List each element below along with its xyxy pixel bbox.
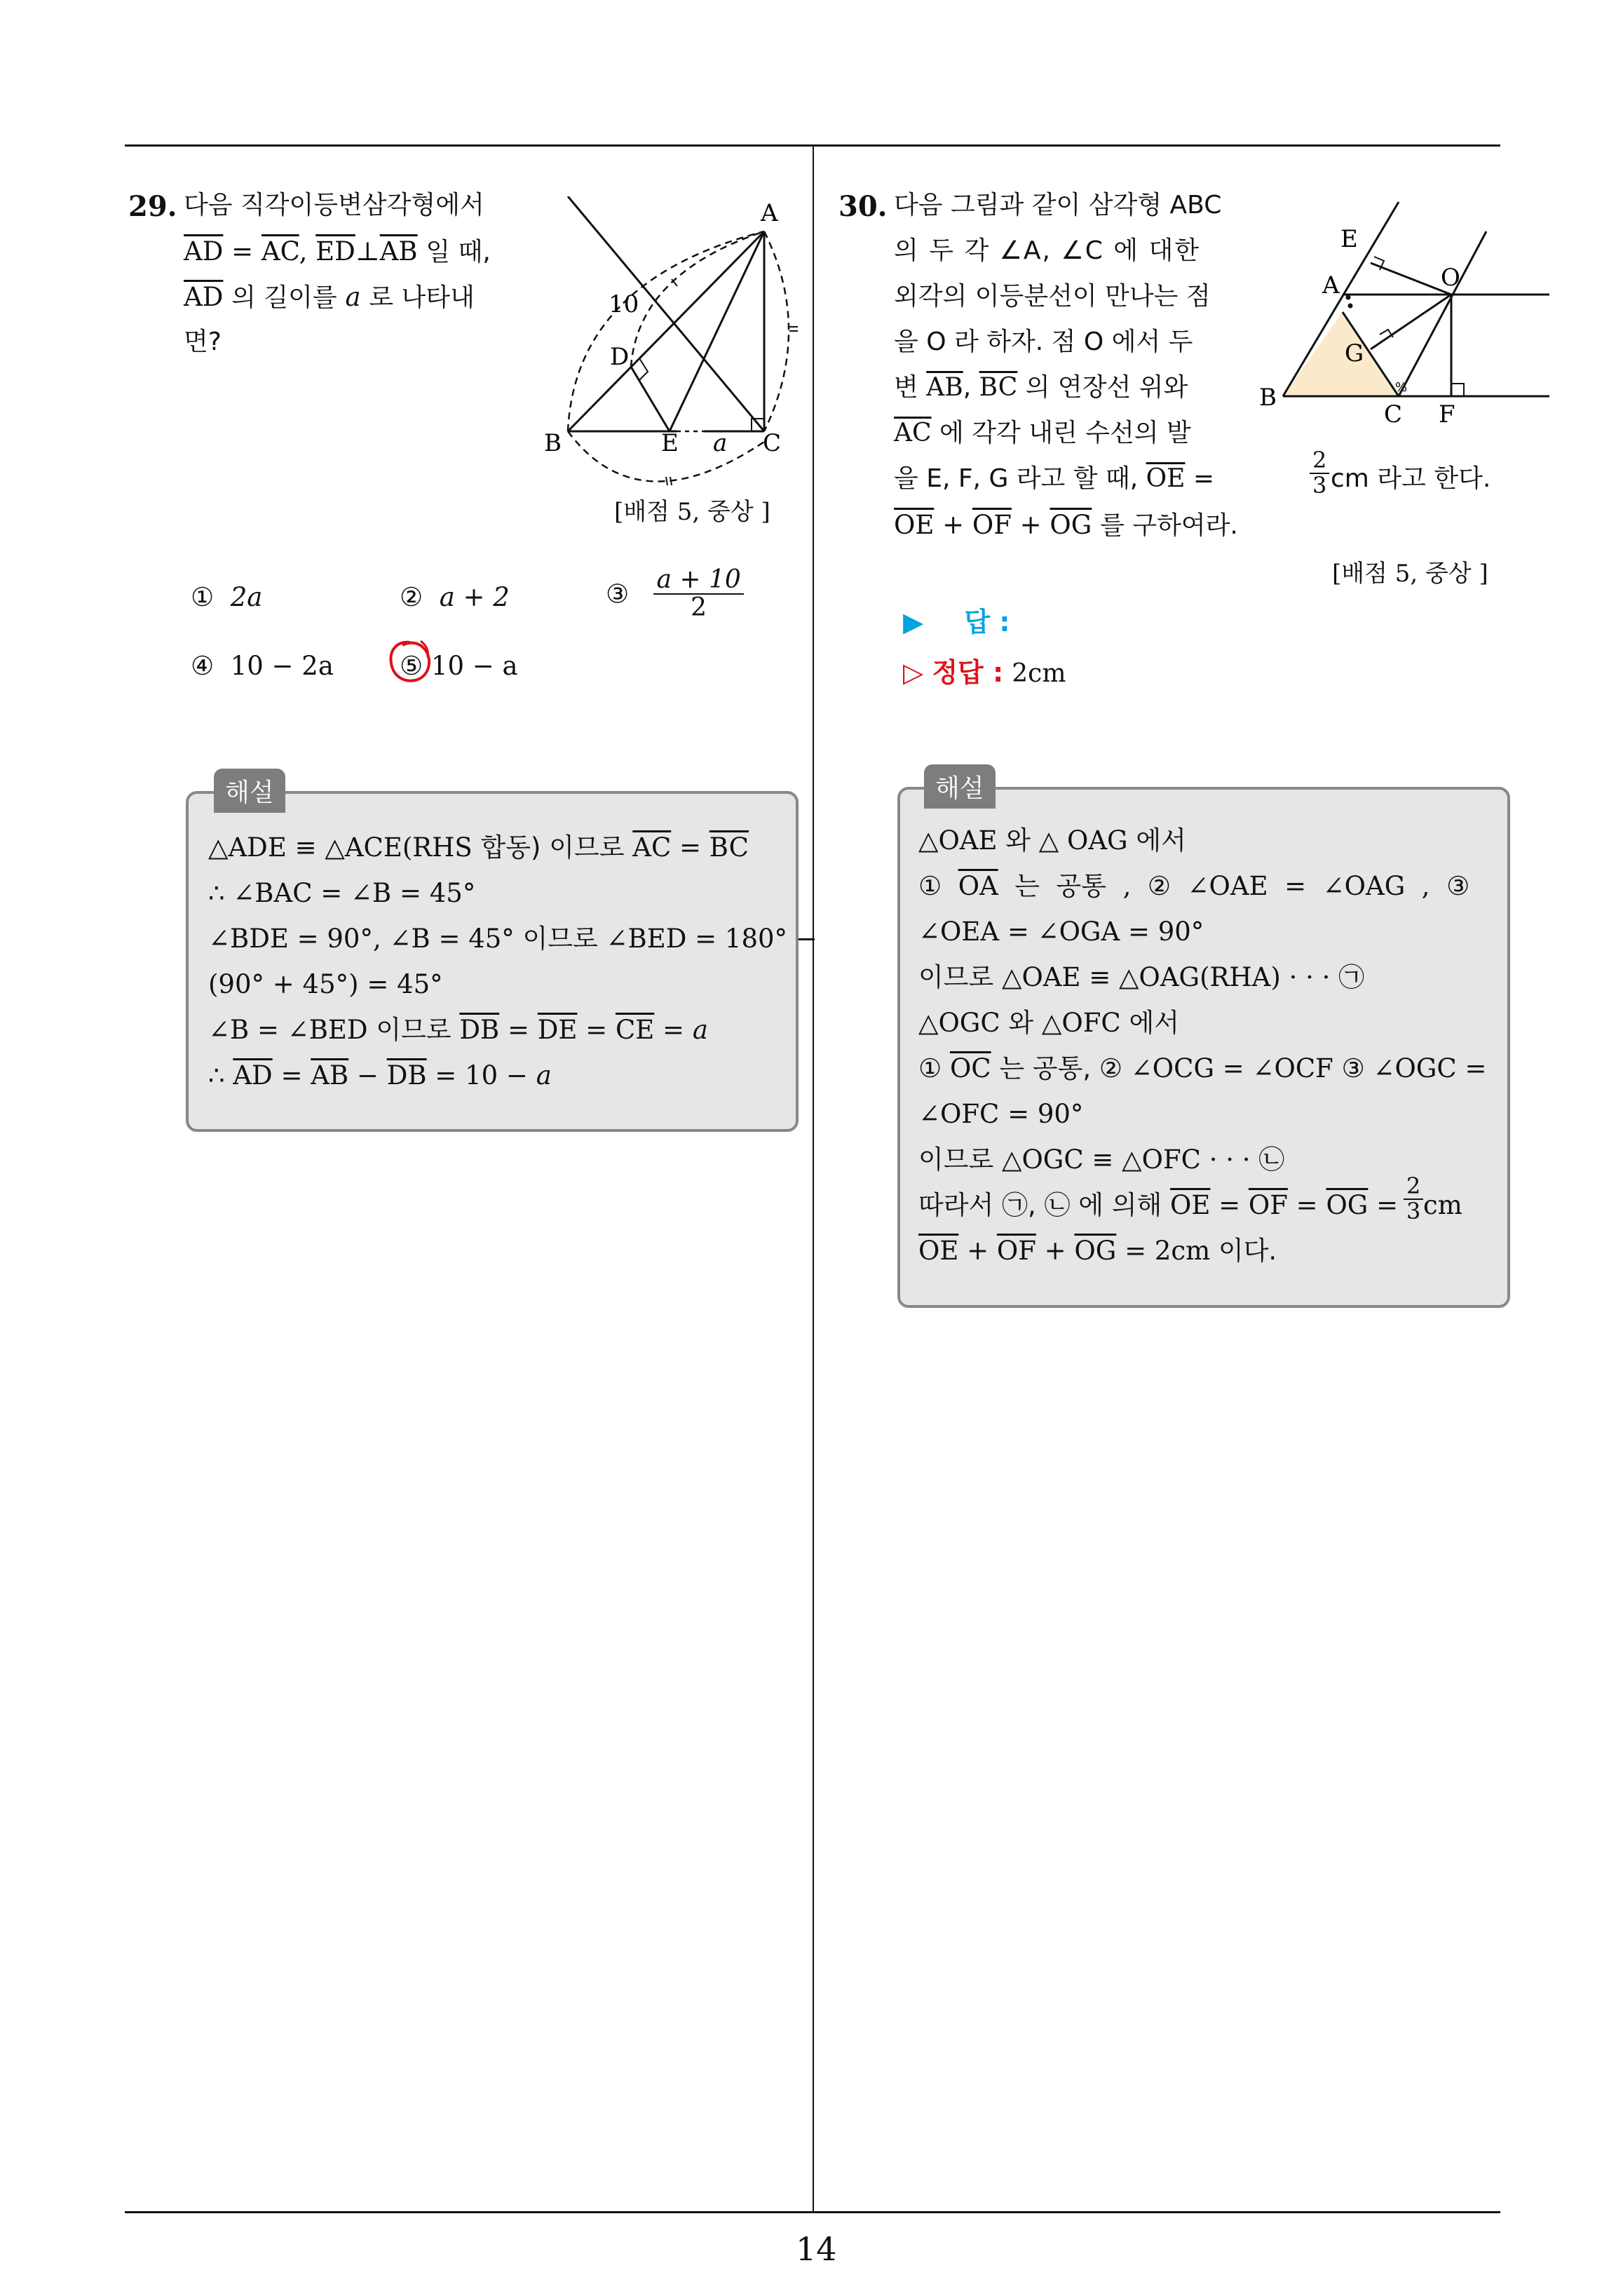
answer-label: 답 : <box>964 607 1010 637</box>
label-10: 10 <box>609 290 639 318</box>
q29-exp-line-5: ∠B = ∠BED 이므로 $\overline{DB} = \overline{DE} = \overline{CE} = a$ <box>208 1015 708 1045</box>
q30-text-line-1: 다음 그림과 같이 삼각형 ABC <box>894 191 1222 220</box>
correct-label: 정답 : <box>932 657 1004 688</box>
play-arrow-icon: ▶ <box>903 607 924 637</box>
label-B: B <box>544 429 562 457</box>
q30-exp-line-8: 이므로 △OGC ≡ △OFC · · · ㉡ <box>918 1144 1285 1175</box>
q29-choice-3[interactable]: ③ $\frac{a + 10}{2}$ <box>606 567 744 621</box>
q29-choice-5[interactable]: ⑤ 10 − a <box>400 651 518 681</box>
q29-number: 29. <box>128 190 177 223</box>
q30-exp-line-4: 이므로 △OAE ≡ △OAG(RHA) · · · ㉠ <box>918 962 1365 992</box>
q30-exp-line-6: ① $\overline{OC}$ 는 공통, ② ∠OCG = ∠OCF ③ ∠OGC = <box>918 1053 1487 1083</box>
q30-explanation-tag: 해설 <box>924 764 996 809</box>
q29-text-line-2: $\overline{AD} = \overline{AC}$, $\overline{ED}\perp\overline{AB}$ 일 때, <box>184 236 491 266</box>
hollow-arrow-icon: ▷ <box>903 657 924 688</box>
q29-choice-2[interactable]: ② a + 2 <box>400 582 510 612</box>
q30-text-line-7b: cm 라고 한다. <box>1331 464 1491 493</box>
q30-exp-line-7: ∠OFC = 90° <box>918 1099 1084 1129</box>
label-A: A <box>761 199 778 227</box>
q30-text-line-3: 외각의 이등분선이 만나는 점 <box>894 282 1211 311</box>
q30-exp-line-5: △OGC 와 △OFC 에서 <box>918 1008 1179 1038</box>
q30-exp-line-9: 따라서 ㉠, ㉡ 에 의해 $\overline{OE} = \overline{OF} = \overline{OG}$ = <box>918 1190 1399 1220</box>
side-BC <box>568 196 764 431</box>
q29-exp-line-3: ∠BDE = 90°, ∠B = 45° 이므로 ∠BED = 180° − <box>208 924 817 954</box>
q30-exp-line-1: △OAE 와 △ OAG 에서 <box>918 825 1186 856</box>
label-B: B <box>1259 384 1277 412</box>
label-O: O <box>1441 264 1460 292</box>
q30-exp-line-3: ∠OEA = ∠OGA = 90° <box>918 917 1204 947</box>
label-E: E <box>661 429 679 457</box>
q30-text-line-5: 변 $\overline{AB}$, $\overline{BC}$ 의 연장선 위와 <box>894 373 1188 402</box>
q29-explanation-tag: 해설 <box>214 769 285 813</box>
label-A: A <box>1322 271 1340 299</box>
q30-text-line-2: 의 두 각 ∠A, ∠C 에 대한 <box>894 236 1201 265</box>
svg-text:%: % <box>1395 380 1408 395</box>
q29-text-line-3: $\overline{AD}$ 의 길이를 a 로 나타내 <box>184 282 475 312</box>
q29-exp-line-6: ∴ $\overline{AD} = \overline{AB} - \overline{DB} = 10 - a$ <box>208 1060 552 1090</box>
label-F: F <box>1439 400 1455 428</box>
q29-exp-line-2: ∴ ∠BAC = ∠B = 45° <box>208 878 476 908</box>
label-D: D <box>610 343 630 371</box>
bottom-rule <box>125 2211 1500 2213</box>
q29-text-line-1: 다음 직각이등변삼각형에서 <box>184 191 484 220</box>
q30-number: 30. <box>838 190 888 223</box>
q30-correct-row <box>903 659 1066 687</box>
label-C: C <box>1384 400 1403 428</box>
q30-text-line-7: 을 E, F, G 라고 할 때, $\overline{OE}$ = <box>894 464 1215 493</box>
q29-figure <box>533 196 813 498</box>
label-a: a <box>713 429 728 457</box>
q30-answer-row[interactable] <box>903 609 1010 635</box>
q30-exp-line-10: $\overline{OE} + \overline{OF} + \overline{OG} = 2cm$ 이다. <box>918 1236 1277 1266</box>
side-AB <box>568 231 764 431</box>
q29-choice-1[interactable]: ① 2a <box>191 582 263 612</box>
label-C: C <box>763 429 782 457</box>
q30-text-line-8: $\overline{OE} + \overline{OF} + \overline{OG}$ 를 구하여라. <box>894 510 1238 540</box>
q29-score: [배점 5, 중상 ] <box>614 498 770 526</box>
q30-frac: $\frac{2}{3}$ <box>1310 449 1329 497</box>
q30-text-line-6: $\overline{AC}$ 에 각각 내린 수선의 발 <box>894 419 1191 447</box>
correct-value: 2cm <box>1012 659 1066 688</box>
page-number: 14 <box>796 2230 837 2268</box>
label-G: G <box>1345 339 1364 367</box>
q29-exp-line-4: (90° + 45°) = 45° <box>208 969 443 999</box>
segment-DE <box>631 367 670 431</box>
q30-score: [배점 5, 중상 ] <box>1332 560 1488 588</box>
q29-choice-4[interactable]: ④ 10 − 2a <box>191 651 334 681</box>
q30-exp-line-9b: cm <box>1423 1190 1462 1220</box>
q29-text-line-4: 면? <box>184 327 222 356</box>
q30-exp-line-2: ① $\overline{OA}$ 는 공통 , ② ∠OAE = ∠OAG , ③ <box>918 871 1470 901</box>
q30-explanation-box <box>897 787 1510 1308</box>
q30-text-line-4: 을 O 라 하자. 점 O 에서 두 <box>894 327 1193 356</box>
q30-exp-frac: $\frac{2}{3}$ <box>1404 1175 1423 1223</box>
q29-exp-line-1: △ADE ≡ △ACE(RHS 합동) 이므로 $\overline{AC} = \overline{BC}$ <box>208 832 749 863</box>
q30-figure <box>1255 196 1563 435</box>
selected-choice-circle-icon <box>386 637 435 689</box>
label-E: E <box>1340 225 1358 253</box>
